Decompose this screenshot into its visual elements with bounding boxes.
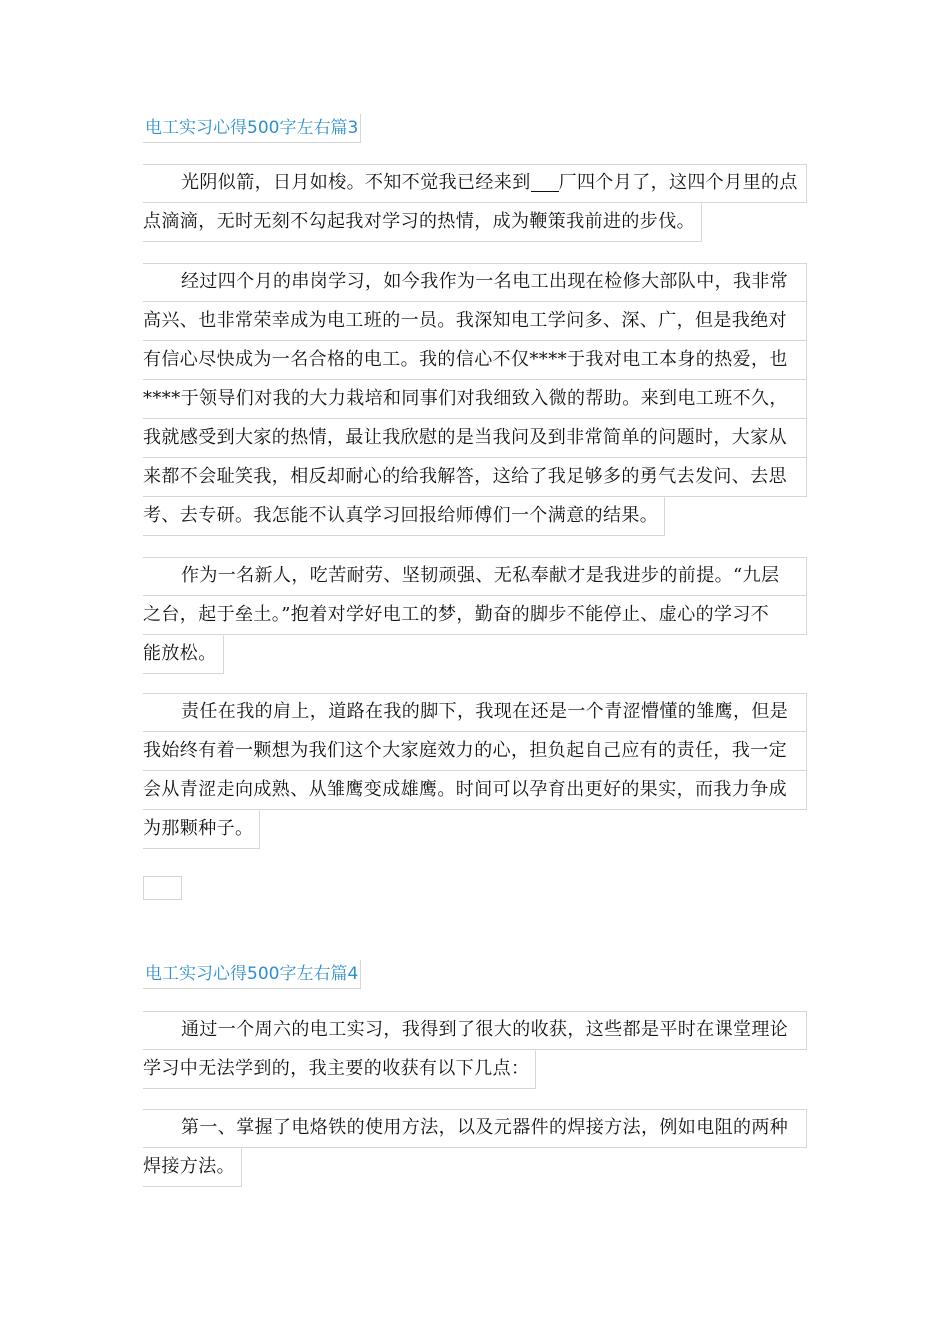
paragraph bbox=[143, 693, 807, 853]
paragraph bbox=[143, 557, 807, 678]
paragraph-line: 作为一名新人，吃苦耐劳、坚韧顽强、无私奉献才是我进步的前提。“九层 bbox=[143, 557, 807, 596]
section-title-4: 电工实习心得500字左右篇4 bbox=[143, 960, 361, 989]
paragraph-line: 光阴似箭，日月如梭。不知不觉我已经来到 厂四个月了，这四个月里的点 bbox=[143, 164, 807, 203]
paragraph-line: ****于领导们对我的大力栽培和同事们对我细致入微的帮助。来到电工班不久， bbox=[143, 380, 807, 419]
paragraph bbox=[143, 164, 807, 246]
paragraph-line: 能放松。 bbox=[143, 635, 224, 674]
paragraph-line: 之台，起于垒土。”抱着对学好电工的梦，勤奋的脚步不能停止、虚心的学习不 bbox=[143, 596, 807, 635]
paragraph-line: 高兴、也非常荣幸成为电工班的一员。我深知电工学问多、深、广，但是我绝对 bbox=[143, 302, 807, 341]
paragraph-line: 点滴滴，无时无刻不勾起我对学习的热情，成为鞭策我前进的步伐。 bbox=[143, 203, 702, 242]
paragraph-line: 我始终有着一颗想为我们这个大家庭效力的心，担负起自己应有的责任，我一定 bbox=[143, 732, 807, 771]
paragraph-line: 我就感受到大家的热情，最让我欣慰的是当我问及到非常简单的问题时，大家从 bbox=[143, 419, 807, 458]
paragraph-line: 为那颗种子。 bbox=[143, 810, 260, 849]
paragraph-line: 经过四个月的串岗学习，如今我作为一名电工出现在检修大部队中，我非常 bbox=[143, 263, 807, 302]
paragraph-line: 来都不会耻笑我，相反却耐心的给我解答，这给了我足够多的勇气去发问、去思 bbox=[143, 458, 807, 497]
paragraph-line: 会从青涩走向成熟、从雏鹰变成雄鹰。时间可以孕育出更好的果实，而我力争成 bbox=[143, 771, 807, 810]
paragraph bbox=[143, 263, 807, 540]
fill-in-blank bbox=[531, 165, 559, 192]
paragraph bbox=[143, 1109, 807, 1191]
paragraph-line: 责任在我的肩上，道路在我的脚下，我现在还是一个青涩懵懂的雏鹰，但是 bbox=[143, 693, 807, 732]
paragraph-line: 第一、掌握了电烙铁的使用方法，以及元器件的焊接方法，例如电阻的两种 bbox=[143, 1109, 807, 1148]
paragraph-line: 焊接方法。 bbox=[143, 1148, 242, 1187]
paragraph-line: 学习中无法学到的，我主要的收获有以下几点： bbox=[143, 1050, 536, 1089]
paragraph-line: 通过一个周六的电工实习，我得到了很大的收获，这些都是平时在课堂理论 bbox=[143, 1011, 807, 1050]
section-title-3: 电工实习心得500字左右篇3 bbox=[143, 114, 361, 143]
empty-paragraph-box bbox=[143, 876, 182, 900]
paragraph-line: 考、去专研。我怎能不认真学习回报给师傅们一个满意的结果。 bbox=[143, 497, 665, 536]
paragraph-line: 有信心尽快成为一名合格的电工。我的信心不仅****于我对电工本身的热爱，也 bbox=[143, 341, 807, 380]
paragraph bbox=[143, 1011, 807, 1093]
